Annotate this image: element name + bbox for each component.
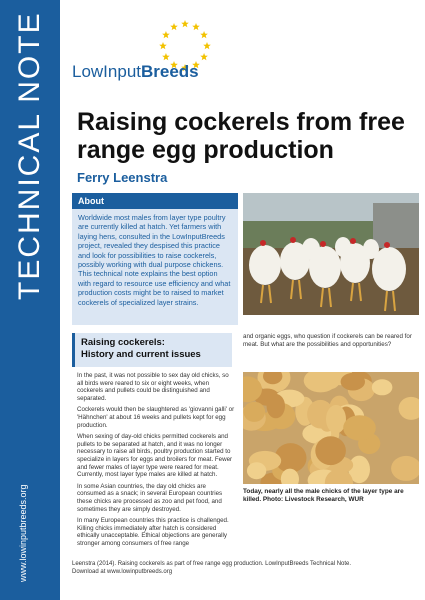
body-right-top: and organic eggs, who question if cockerels can be reared for meat. But what are the possibilities and opportunities? bbox=[243, 333, 412, 348]
page-title: Raising cockerels from free range egg production bbox=[77, 108, 405, 164]
body-paragraph: When sexing of day-old chicks permitted cockerels and pullets to be separated at hatch, and it was no longer necessary to raise all birds, poultry production started to specialize in layers for eggs and broilers for meat. Fewer and fewer males of layer type were reared for meat. Currently, most layer type males are killed at hatch. bbox=[77, 433, 233, 479]
body-paragraph: In the past, it was not possible to sex day old chicks, so all birds were reared to six or eight weeks, when cockerels and pullets could be distinguished and separated. bbox=[77, 372, 229, 402]
chick-shape bbox=[326, 405, 346, 434]
chick-shape bbox=[247, 462, 266, 479]
chick-shape bbox=[343, 415, 376, 440]
logo-text: LowInputBreeds bbox=[72, 62, 199, 81]
photo-caption: Today, nearly all the male chicks of the layer type are killed. Photo: Livestock Research, WUR bbox=[243, 488, 404, 503]
author-name: Ferry Leenstra bbox=[77, 170, 168, 185]
chick-shape bbox=[315, 436, 346, 465]
chick-shape bbox=[372, 379, 393, 395]
eu-star-icon bbox=[162, 31, 170, 38]
chick-shape bbox=[341, 373, 365, 391]
sidebar-url[interactable]: www.lowinputbreeds.org bbox=[18, 484, 28, 582]
chick-shape bbox=[267, 394, 285, 418]
eu-star-icon bbox=[159, 42, 167, 49]
about-text: Worldwide most males from layer type poultry are currently killed at hatch. Yet farmers with laying hens, consulted in the LowInputBreeds project, revealed they despised this practice and look for possibilities to raise cockerels, possibly working with dual purpose chickens. This technical note explains the best option with regard to resource use efficiency and what production costs might be to raised to market cockerels of specialized layer strains. bbox=[78, 213, 231, 307]
section-heading-line2: History and current issues bbox=[81, 349, 201, 360]
footer-line2[interactable]: Download at www.lowinputbreeds.org bbox=[72, 569, 173, 575]
section-heading-line1: Raising cockerels: bbox=[81, 337, 165, 348]
eu-star-icon bbox=[181, 20, 189, 27]
sidebar-band bbox=[0, 0, 60, 600]
lowinputbreeds-logo bbox=[72, 18, 252, 88]
body-paragraph: Cockerels would then be slaughtered as 'giovanni galli' or 'Hähnchen' at about 16 weeks and pullets kept for egg production. bbox=[77, 406, 235, 429]
eu-star-icon bbox=[170, 23, 178, 30]
footer-citation bbox=[72, 560, 417, 576]
eu-star-icon bbox=[200, 31, 208, 38]
eu-star-icon bbox=[162, 53, 170, 60]
chicks-photo bbox=[243, 372, 419, 484]
eu-star-icon bbox=[200, 53, 208, 60]
body-paragraph: In some Asian countries, the day old chicks are consumed as a snack; in several European countries these chicks are processed as zoo and pet food, and sometimes they are simply destroyed. bbox=[77, 482, 223, 513]
about-heading: About bbox=[72, 193, 238, 209]
eu-star-icon bbox=[203, 42, 211, 49]
section-heading-box bbox=[72, 333, 232, 367]
chicks-photo-illustration bbox=[243, 372, 419, 484]
eu-star-icon bbox=[192, 23, 200, 30]
body-paragraph: In many European countries this practice is challenged. Killing chicks immediately after hatch is considered ethically unacceptable. Ethical objections are generally stronger among consumers of free range bbox=[77, 517, 229, 547]
sidebar-title: TECHNICAL NOTE bbox=[13, 11, 46, 300]
chick-shape bbox=[244, 402, 266, 422]
hens-photo-illustration bbox=[243, 193, 419, 315]
about-box bbox=[72, 193, 238, 325]
body-left-column bbox=[77, 372, 235, 551]
footer-line1: Leenstra (2014). Raising cockerels as part of free range egg production. LowInputBreeds Technical Note. bbox=[72, 561, 352, 567]
hens-photo bbox=[243, 193, 419, 315]
